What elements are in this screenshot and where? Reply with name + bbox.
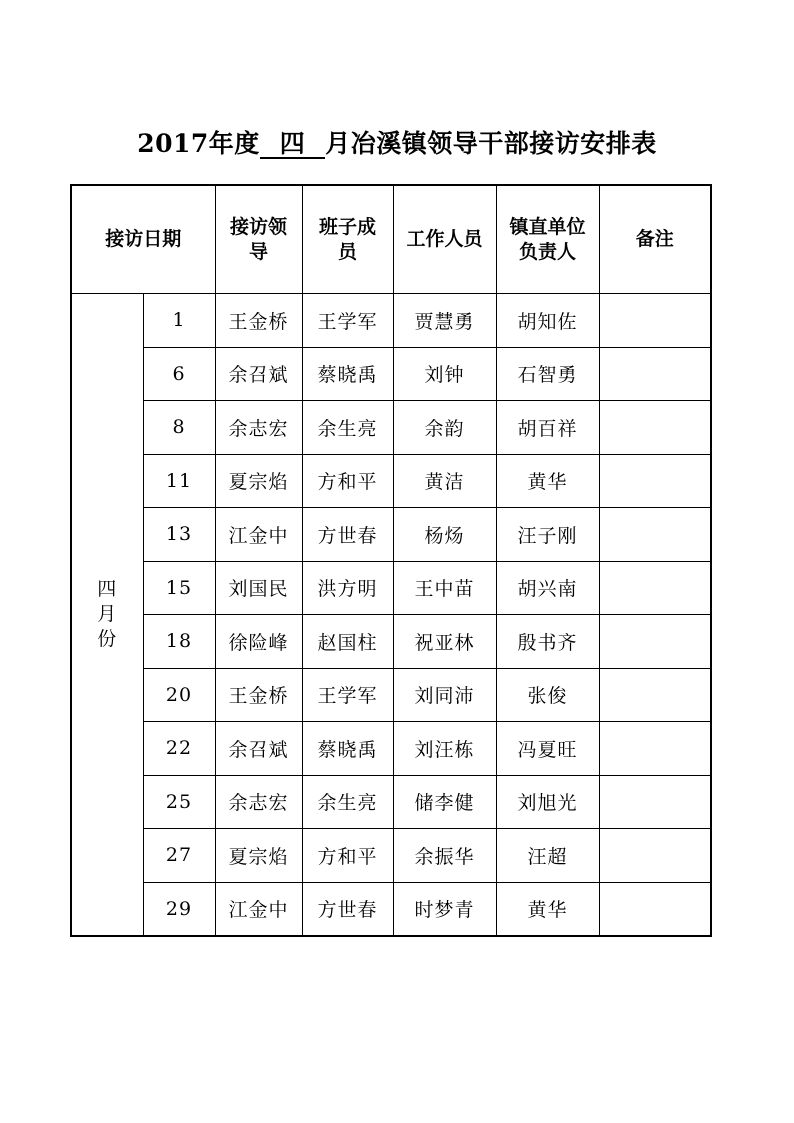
cell-staff: 余振华 xyxy=(393,829,496,883)
cell-member: 方和平 xyxy=(302,454,393,508)
cell-member: 蔡晓禹 xyxy=(302,347,393,401)
title-year: 2017年度 xyxy=(137,129,260,158)
cell-unit-head: 张俊 xyxy=(496,668,599,722)
table-body xyxy=(71,294,711,937)
cell-staff: 时梦青 xyxy=(393,882,496,936)
cell-note xyxy=(599,615,711,669)
cell-unit-head: 殷书齐 xyxy=(496,615,599,669)
cell-staff: 贾慧勇 xyxy=(393,294,496,348)
cell-leader: 余志宏 xyxy=(215,401,302,455)
header-unit-head: 镇直单位负责人 xyxy=(496,185,599,294)
reception-schedule-table xyxy=(70,184,712,937)
cell-leader: 夏宗焰 xyxy=(215,454,302,508)
table-row xyxy=(71,882,711,936)
title-month: 四 xyxy=(260,131,326,159)
cell-staff: 储李健 xyxy=(393,775,496,829)
month-cell xyxy=(71,294,143,937)
cell-leader: 王金桥 xyxy=(215,668,302,722)
cell-unit-head: 冯夏旺 xyxy=(496,722,599,776)
page-title xyxy=(0,124,794,160)
cell-unit-head: 黄华 xyxy=(496,454,599,508)
cell-day: 13 xyxy=(143,508,215,562)
cell-note xyxy=(599,775,711,829)
cell-leader: 江金中 xyxy=(215,882,302,936)
cell-staff: 刘汪栋 xyxy=(393,722,496,776)
cell-note xyxy=(599,722,711,776)
cell-note xyxy=(599,347,711,401)
cell-day: 25 xyxy=(143,775,215,829)
table-header-row xyxy=(71,185,711,294)
cell-member: 方世春 xyxy=(302,882,393,936)
cell-staff: 祝亚林 xyxy=(393,615,496,669)
cell-unit-head: 胡知佐 xyxy=(496,294,599,348)
cell-leader: 余召斌 xyxy=(215,347,302,401)
table-row xyxy=(71,454,711,508)
cell-note xyxy=(599,294,711,348)
cell-member: 王学军 xyxy=(302,668,393,722)
cell-day: 11 xyxy=(143,454,215,508)
header-note: 备注 xyxy=(599,185,711,294)
cell-unit-head: 汪超 xyxy=(496,829,599,883)
header-member: 班子成员 xyxy=(302,185,393,294)
table-row xyxy=(71,508,711,562)
cell-day: 1 xyxy=(143,294,215,348)
cell-note xyxy=(599,561,711,615)
cell-member: 蔡晓禹 xyxy=(302,722,393,776)
table-row xyxy=(71,829,711,883)
cell-leader: 刘国民 xyxy=(215,561,302,615)
cell-staff: 刘钟 xyxy=(393,347,496,401)
cell-leader: 徐险峰 xyxy=(215,615,302,669)
cell-member: 洪方明 xyxy=(302,561,393,615)
cell-leader: 余志宏 xyxy=(215,775,302,829)
table-row xyxy=(71,347,711,401)
cell-note xyxy=(599,454,711,508)
cell-day: 6 xyxy=(143,347,215,401)
cell-day: 18 xyxy=(143,615,215,669)
cell-day: 20 xyxy=(143,668,215,722)
cell-member: 余生亮 xyxy=(302,775,393,829)
cell-unit-head: 黄华 xyxy=(496,882,599,936)
cell-unit-head: 胡兴南 xyxy=(496,561,599,615)
table-row xyxy=(71,294,711,348)
cell-staff: 黄洁 xyxy=(393,454,496,508)
header-staff: 工作人员 xyxy=(393,185,496,294)
cell-day: 15 xyxy=(143,561,215,615)
cell-day: 29 xyxy=(143,882,215,936)
cell-note xyxy=(599,882,711,936)
cell-day: 8 xyxy=(143,401,215,455)
cell-member: 余生亮 xyxy=(302,401,393,455)
title-suffix: 月冶溪镇领导干部接访安排表 xyxy=(325,129,657,158)
cell-day: 22 xyxy=(143,722,215,776)
cell-note xyxy=(599,508,711,562)
cell-unit-head: 胡百祥 xyxy=(496,401,599,455)
cell-unit-head: 汪子刚 xyxy=(496,508,599,562)
month-label: 四月份 xyxy=(97,578,118,650)
cell-member: 赵国柱 xyxy=(302,615,393,669)
cell-note xyxy=(599,401,711,455)
cell-leader: 余召斌 xyxy=(215,722,302,776)
cell-day: 27 xyxy=(143,829,215,883)
cell-note xyxy=(599,668,711,722)
cell-staff: 杨炀 xyxy=(393,508,496,562)
cell-member: 方和平 xyxy=(302,829,393,883)
table-row xyxy=(71,775,711,829)
cell-staff: 余韵 xyxy=(393,401,496,455)
cell-leader: 江金中 xyxy=(215,508,302,562)
cell-member: 王学军 xyxy=(302,294,393,348)
table-row xyxy=(71,615,711,669)
table-row xyxy=(71,561,711,615)
cell-unit-head: 刘旭光 xyxy=(496,775,599,829)
table-row xyxy=(71,722,711,776)
table-row xyxy=(71,401,711,455)
cell-unit-head: 石智勇 xyxy=(496,347,599,401)
header-date: 接访日期 xyxy=(71,185,215,294)
cell-note xyxy=(599,829,711,883)
header-leader: 接访领导 xyxy=(215,185,302,294)
cell-leader: 夏宗焰 xyxy=(215,829,302,883)
cell-staff: 王中苗 xyxy=(393,561,496,615)
cell-staff: 刘同沛 xyxy=(393,668,496,722)
cell-member: 方世春 xyxy=(302,508,393,562)
table-row xyxy=(71,668,711,722)
cell-leader: 王金桥 xyxy=(215,294,302,348)
